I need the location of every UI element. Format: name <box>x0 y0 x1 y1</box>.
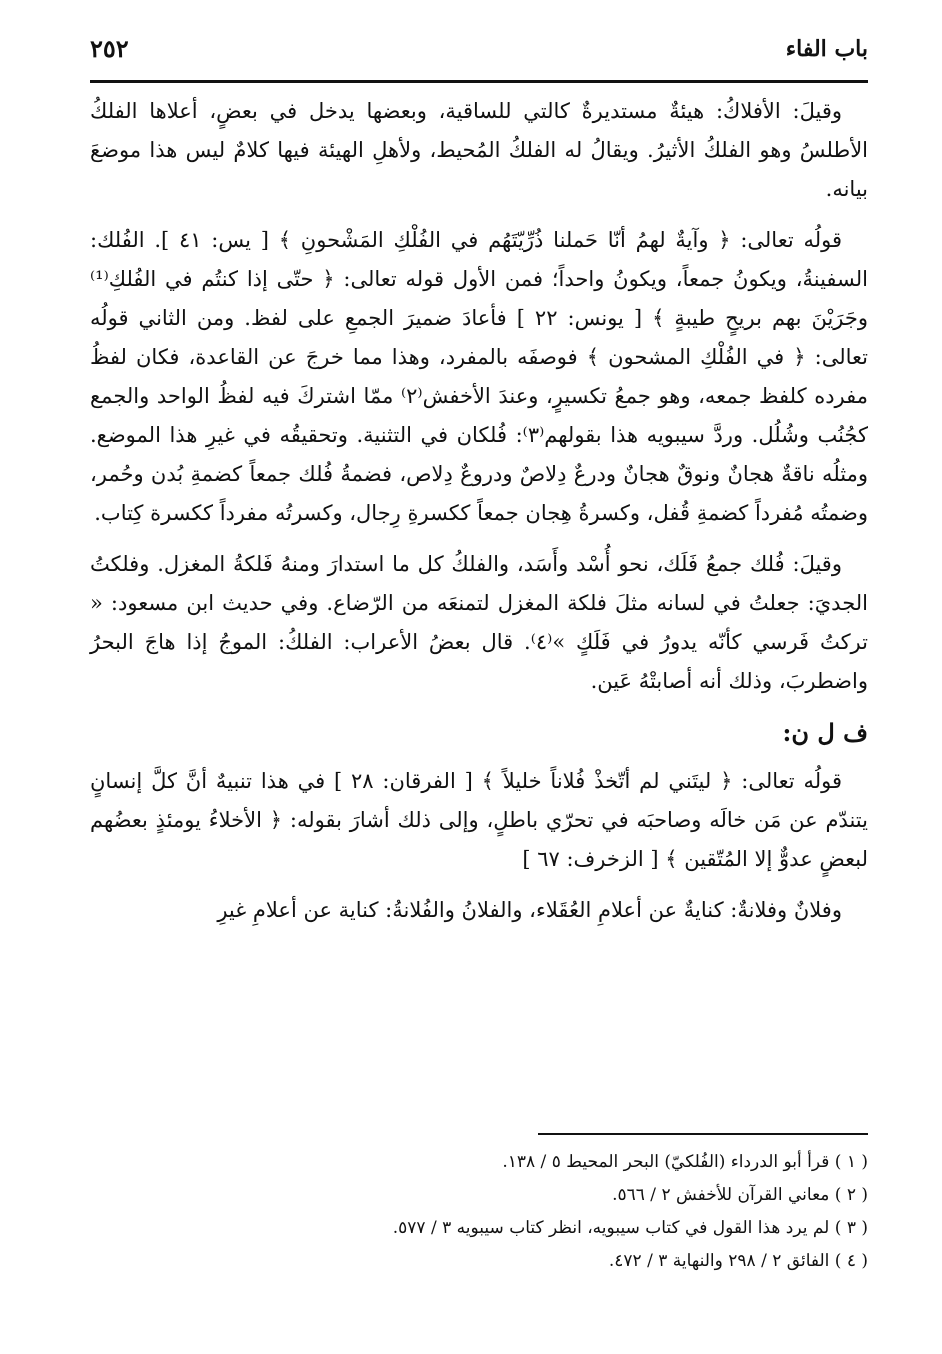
footnote-3: ( ٣ ) لم يرد هذا القول في كتاب سيبويه، انظر كتاب سيبويه ٣ / ٥٧٧. <box>392 1218 868 1238</box>
header-divider <box>90 80 868 83</box>
footnotes <box>90 1146 868 1278</box>
chapter-title: باب الفاء <box>785 36 868 62</box>
footnote-4: ( ٤ ) الفائق ٢ / ٢٩٨ والنهاية ٣ / ٤٧٢. <box>608 1251 868 1271</box>
section-heading: ف ل ن: <box>782 718 868 747</box>
footnote-divider <box>538 1133 868 1135</box>
paragraph-fulk: قولُه تعالى: ﴿ وآيةٌ لهمُ أنّا حَملنا ذُرِّيّتَهُم في الفُلْكِ المَشْحونِ ﴾ [ يس: ٤١ ]. الفُلك: السفينةُ، ويكونُ جمعاً، ويكونُ واحداً؛ فمن الأول قوله تعالى: ﴿ حتّى إذا كنتُم في الفُلكِ⁽¹⁾ وجَرَيْنَ بهم بريحٍ طيبةٍ ﴾ [ يونس: ٢٢ ] فأعادَ ضميرَ الجمعِ على لفظ. ومن الثاني قولُه تعالى: ﴿ في الفُلْكِ المشحون ﴾ فوصفَه بالمفرد، وهذا مما خرجَ عن القاعدة، فكان لفظُ مفرده كلفظ جمعه، وهو جمعُ تكسيرٍ، وعندَ الأخفش⁽٢⁾ ممّا اشتركَ فيه لفظُ الواحد والجمع كجُنُب وشُلُل. وردَّ سيبويه هذا بقولهم⁽٣⁾: فُلكان في التثنية. وتحقيقُه في غيرِ هذا الموضع. ومثلُه ناقةٌ هجانٌ ونوقٌ هجانٌ ودرعٌ دِلاصٌ ودروعٌ دِلاص، فضمةُ فُلك جمعاً كضمةِ بُدن وحُمر، وضمتُه مُفرداً كضمةِ قُفل، وكسرةُ هِجان جمعاً ككسرةِ رِجال، وكسرتُه مفرداً ككسرة كِتاب. <box>90 228 869 525</box>
paragraph-falak: وقيلَ: فُلك جمعُ فَلَك، نحو أُسْد وأَسَد، والفلكُ كل ما استدارَ ومنهُ فَلكةُ المغزل. وفلكتُ الجديَ: جعلتُ في لسانه مثلَ فلكة المغزل لتمنعَه من الرّضاع. وفي حديث ابن مسعود: « تركتُ فَرسي كأنّه يدورُ في فَلَكٍ »⁽٤⁾. قال بعضُ الأعراب: الفلكُ: الموجُ إذا هاجَ البحرُ واضطربَ، وذلك أنه أصابتْهُ عَين. <box>90 552 868 693</box>
paragraph-aflak: وقيلَ: الأفلاكُ: هيئةٌ مستديرةٌ كالتي للساقية، وبعضها يدخل في بعضٍ، أعلاها الفلكُ الأطلسُ وهو الفلكُ الأثيرُ. ويقالُ له الفلكُ المُحيط، ولأهلِ الهيئة فيها كلامٌ ليس هذا موضعَ بيانه. <box>90 99 868 201</box>
page-header <box>90 30 868 70</box>
footnote-1: ( ١ ) قرأ أبو الدرداء (الفُلكيّ) البحر المحيط ٥ / ١٣٨. <box>502 1152 868 1172</box>
paragraph-fulan-verse: قولُه تعالى: ﴿ ليتَني لم أتّخذْ فُلاناً خليلاً ﴾ [ الفرقان: ٢٨ ] في هذا تنبيهٌ أنَّ كلَّ إنسانٍ يتندّم عن مَن خالَه وصاحبَه في تحرّي باطلٍ، وإلى ذلك أشارَ بقوله: ﴿ الأخلاءُ يومئذٍ بعضُهم لبعضٍ عدوٌّ إلا المُتّقين ﴾ [ الزخرف: ٦٧ ] <box>90 769 868 871</box>
page-number: ٢٥٢ <box>90 34 129 63</box>
paragraph-fulan-kinaya: وفلانٌ وفلانةٌ: كنايةٌ عن أعلامِ العُقَلاء، والفلانُ والفُلانةُ: كناية عن أعلامِ غيرِ <box>217 898 842 922</box>
footnote-2: ( ٢ ) معاني القرآن للأخفش ٢ / ٥٦٦. <box>612 1185 868 1205</box>
main-text <box>90 92 868 942</box>
